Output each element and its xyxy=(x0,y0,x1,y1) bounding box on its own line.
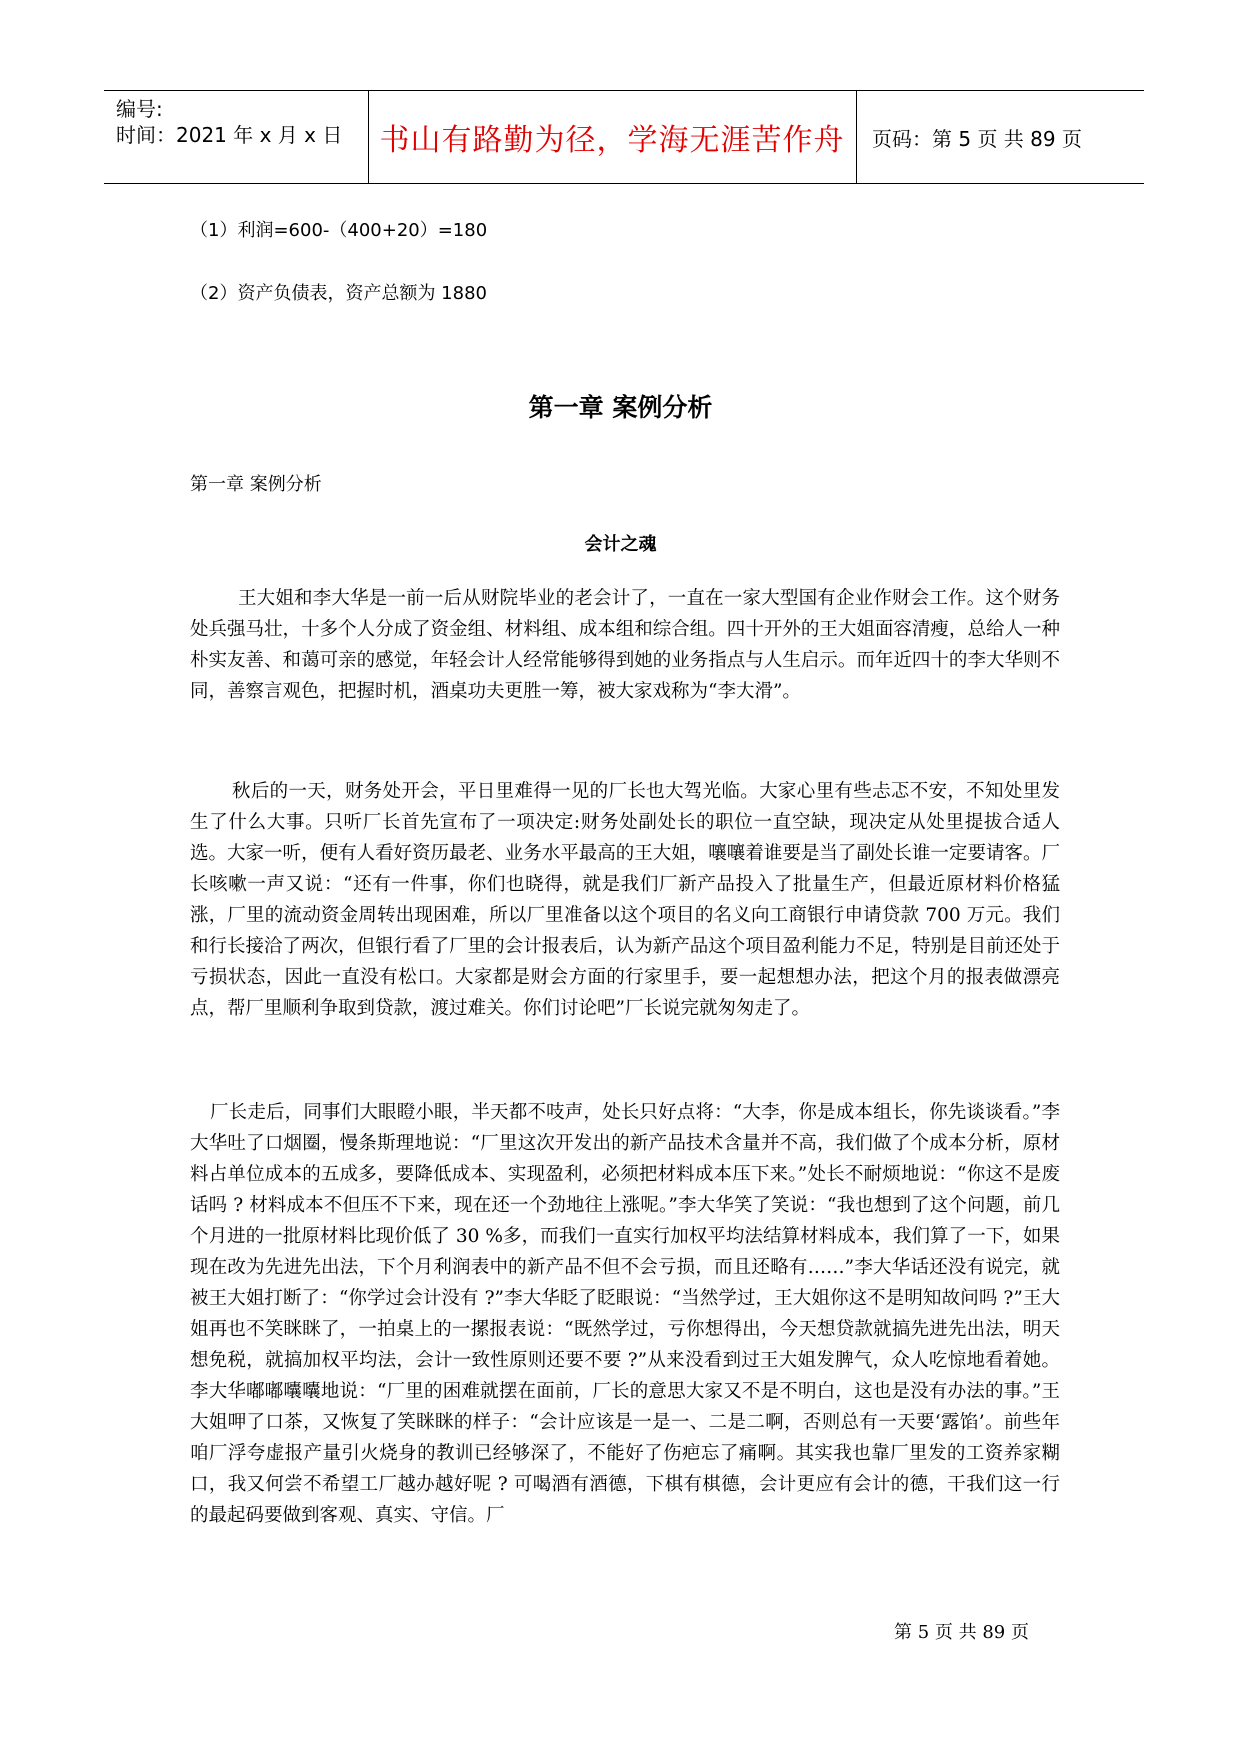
calculation-line-2: （2）资产负债表，资产总额为 1880 xyxy=(190,283,487,304)
article-paragraph: 厂长走后，同事们大眼瞪小眼，半天都不吱声，处长只好点将：“大李，你是成本组长，你先谈谈看。”李大华吐了口烟圈，慢条斯理地说：“厂里这次开发出的新产品技术含量并不高，我们做了个成本分析，原材料占单位成本的五成多，要降低成本、实现盈利，必须把材料成本压下来。”处长不耐烦地说：“你这不是废话吗 ? 材料成本不但压不下来，现在还一个劲地往上涨呢。”李大华笑了笑说：“我也想到了这个问题，前几个月进的一批原材料比现价低了 30 %多，而我们一直实行加权平均法结算材料成本，我们算了一下，如果现在改为先进先出法，下个月利润表中的新产品不但不会亏损，而且还略有……”李大华话还没有说完，就被王大姐打断了：“你学过会计没有 ?”李大华眨了眨眼说：“当然学过，王大姐你这不是明知故问吗 ?”王大姐再也不笑眯眯了，一拍桌上的一摞报表说：“既然学过，亏你想得出，今天想贷款就搞先进先出法，明天想免税，就搞加权平均法，会计一致性原则还要不要 ?”从来没看到过王大姐发脾气，众人吃惊地看着她。李大华嘟嘟囔囔地说：“厂里的困难就摆在面前，厂长的意思大家又不是不明白，这也是没有办法的事。”王大姐呷了口茶，又恢复了笑眯眯的样子：“会计应该是一是一、二是二啊，否则总有一天要‘露馅’。前些年咱厂浮夸虚报产量引火烧身的教训已经够深了，不能好了伤疤忘了痛啊。其实我也靠厂里发的工资养家糊口，我又何尝不希望工厂越办越好呢 ? 可喝酒有酒德，下棋有棋德，会计更应有会计的德，干我们这一行的最起码要做到客观、真实、守信。厂 xyxy=(190,1102,1060,1526)
calculation-line-1: （1）利润=600-（400+20）=180 xyxy=(190,220,488,241)
header-page-cell xyxy=(856,91,1144,183)
article-paragraph: 秋后的一天，财务处开会，平日里难得一见的厂长也大驾光临。大家心里有些忐忑不安，不知处里发生了什么大事。只听厂长首先宣布了一项决定:财务处副处长的职位一直空缺，现决定从处里提拔合适人选。大家一听，便有人看好资历最老、业务水平最高的王大姐，嚷嚷着谁要是当了副处长谁一定要请客。厂长咳嗽一声又说：“还有一件事，你们也晓得，就是我们厂新产品投入了批量生产，但最近原材料价格猛涨，厂里的流动资金周转出现困难，所以厂里准备以这个项目的名义向工商银行申请贷款 700 万元。我们和行长接洽了两次，但银行看了厂里的会计报表后，认为新产品这个项目盈利能力不足，特别是目前还处于亏损状态，因此一直没有松口。大家都是财会方面的行家里手，要一起想想办法，把这个月的报表做漂亮点，帮厂里顺利争取到贷款，渡过难关。你们讨论吧”厂长说完就匆匆走了。 xyxy=(190,781,1060,1019)
time-label: 时间：2021 年 x 月 x 日 xyxy=(116,123,343,147)
page-footer: 第 5 页 共 89 页 xyxy=(894,1622,1029,1643)
chapter-title: 第一章 案例分析 xyxy=(528,393,713,422)
page-code: 页码：第 5 页 共 89 页 xyxy=(872,126,1082,151)
motto-text: 书山有路勤为径，学海无涯苦作舟 xyxy=(379,123,845,158)
header-motto-cell xyxy=(368,91,857,183)
header-table xyxy=(104,90,1144,184)
article-paragraph: 王大姐和李大华是一前一后从财院毕业的老会计了，一直在一家大型国有企业作财会工作。这个财务处兵强马壮，十多个人分成了资金组、材料组、成本组和综合组。四十开外的王大姐面容清瘦，总给人一种朴实友善、和蔼可亲的感觉，年轻会计人经常能够得到她的业务指点与人生启示。而年近四十的李大华则不同，善察言观色，把握时机，酒桌功夫更胜一筹，被大家戏称为“李大滑”。 xyxy=(190,588,1060,702)
chapter-subtitle: 第一章 案例分析 xyxy=(190,474,322,495)
number-label: 编号: xyxy=(116,97,163,121)
header-left-cell xyxy=(104,91,369,183)
article-title: 会计之魂 xyxy=(584,534,657,555)
